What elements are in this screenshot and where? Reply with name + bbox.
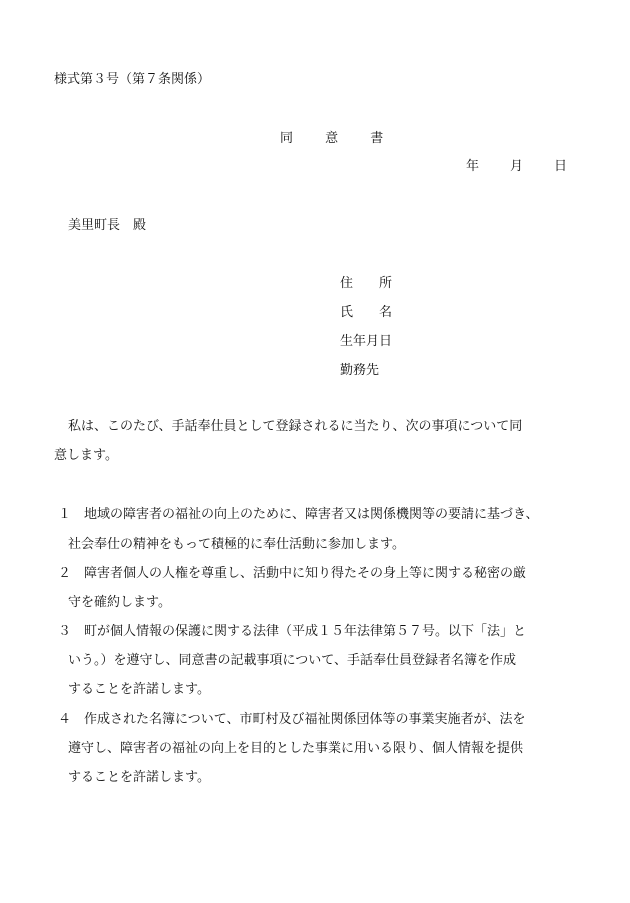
document-title: 同 意 書 <box>280 131 398 146</box>
field-birth-date-label: 生年月日 <box>340 334 393 349</box>
field-address-label: 住 所 <box>340 276 393 291</box>
intro-line: 私は、このたび、手話奉仕員として登録されるに当たり、次の事項について同 <box>68 419 523 434</box>
field-workplace-label: 勤務先 <box>340 363 380 378</box>
item-text-line: することを許諾します。 <box>68 770 210 785</box>
item-text-line: 作成された名簿について、市町村及び福祉関係団体等の事業実施者が、法を <box>84 712 526 727</box>
item-text-line: することを許諾します。 <box>68 682 210 697</box>
date-day-label: 日 <box>554 159 568 174</box>
item-text-line: 地域の障害者の福祉の向上のために、障害者又は関係機関等の要請に基づき、 <box>84 507 539 522</box>
form-number: 様式第３号（第７条関係） <box>54 72 211 87</box>
item-text-line: 町が個人情報の保護に関する法律（平成１５年法律第５７号。以下「法」と <box>84 624 527 639</box>
date-year-label: 年 <box>466 159 480 174</box>
item-number: ４ <box>58 712 72 727</box>
item-text-line: いう。）を遵守し、同意書の記載事項について、手話奉仕員登録者名簿を作成 <box>68 653 516 668</box>
field-name-label: 氏 名 <box>340 305 393 320</box>
addressee <box>68 214 146 233</box>
addressee-name: 美里町長 <box>68 218 121 233</box>
addressee-honorific: 殿 <box>133 218 147 233</box>
item-text-line: 障害者個人の人権を尊重し、活動中に知り得たその身上等に関する秘密の厳 <box>84 566 527 581</box>
item-number: ２ <box>58 566 72 581</box>
item-number: １ <box>58 507 72 522</box>
intro-line: 意します。 <box>54 448 118 463</box>
item-text-line: 守を確約します。 <box>68 595 171 610</box>
date-month-label: 月 <box>510 159 524 174</box>
item-number: ３ <box>58 624 72 639</box>
date-line <box>466 155 567 174</box>
item-text-line: 遵守し、障害者の福祉の向上を目的とした事業に用いる限り、個人情報を提供 <box>68 741 524 756</box>
item-text-line: 社会奉仕の精神をもって積極的に奉仕活動に参加します。 <box>68 537 405 552</box>
